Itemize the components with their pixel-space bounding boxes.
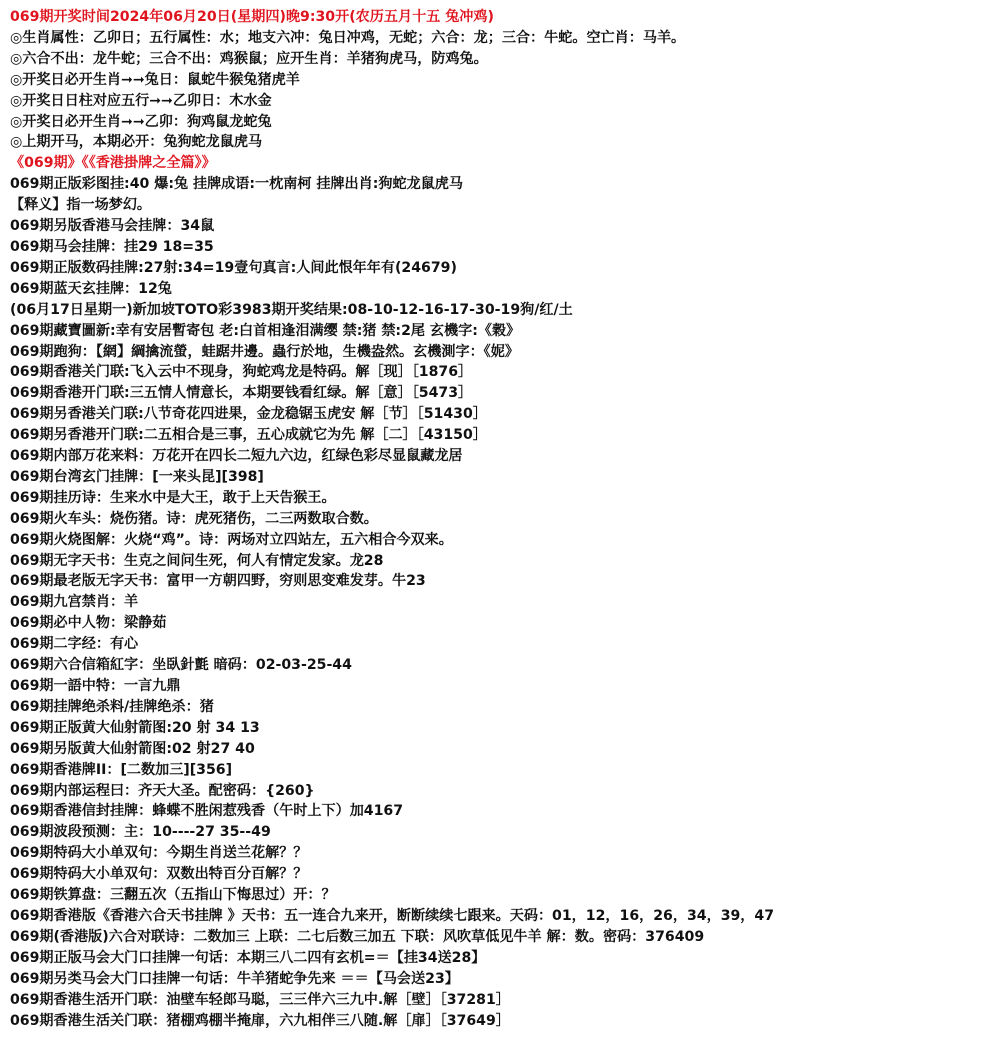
document-text-line: ◎开奖日日柱对应五行➞➞乙卯日：木水金 [10,92,272,109]
document-text-line: ◎开奖日必开生肖➞➞兔日：鼠蛇牛猴兔猪虎羊 [10,71,300,88]
document-text-line: 069期无字天书：生克之间问生死，何人有情定发家。龙28 [10,552,384,569]
document-text-line: 069期最老版无字天书：富甲一方朝四野，穷则思变难发芽。牛23 [10,573,426,590]
document-text-line: 069期台湾玄门挂牌：[一来头昆][398] [10,468,264,485]
document-text-line: 069期香港生活关门联：猪棚鸡棚半掩扉，六九相伴三八随.解［扉］［37649］ [10,1012,510,1029]
document-heading-line: 《069期》《《香港掛牌之全篇》》 [10,155,216,172]
document-text-line: 069期必中人物：梁静茹 [10,615,167,632]
document-text-line: 069期(香港版)六合对联诗：二数加三 上联：二七后数三加五 下联：风吹草低见牛羊 解：数。密码：376409 [10,928,705,945]
document-text-line: ◎生肖属性：乙卯日；五行属性：水；地支六冲：兔日冲鸡，无蛇；六合：龙；三合：牛蛇。空亡肖：马羊。 [10,29,686,46]
document-text-line: 069期跑狗：【網】綱擒流螢，蛙踞井邊。蟲行於地，生機盎然。玄機測字：《妮》 [10,343,519,360]
document-text-line: 069期藏寶圖新:幸有安居暫寄包 老:白首相逢泪满缨 禁:猪 禁:2尾 玄機字:《穀》 [10,322,521,339]
document-text-line: 069期内部万花来料：万花开在四长二短九六边，红绿色彩尽显鼠藏龙居 [10,448,463,465]
document-text-line: 069期正版彩图挂:40 爆:兔 挂牌成语:一枕南柯 挂牌出肖:狗蛇龙鼠虎马 [10,176,464,193]
document-text-line: 069期火烧图解：火烧“鸡”。诗：两场对立四站左，五六相合今双来。 [10,531,453,548]
document-text-line: 069期挂牌绝杀料/挂牌绝杀：猪 [10,698,214,715]
document-text-line: 069期内部运程曰：齐天大圣。配密码：{260} [10,782,315,799]
document-text-line: 069期特码大小单双句：双数出特百分百解？？ [10,866,308,883]
document-text-line: 【释义】指一场梦幻。 [10,197,152,214]
document-text-line: 069期火车头：烧伤猪。诗：虎死猪伤，二三两数取合数。 [10,510,378,527]
document-text-line: 069期蓝天玄挂牌：12兔 [10,280,172,297]
document-text-line: 069期九宫禁肖：羊 [10,594,139,611]
document-text-line: 069期二字经：有心 [10,636,139,653]
document-text-line: 069期另类马会大门口挂牌一句话：牛羊猪蛇争先来 ＝＝【马会送23】 [10,970,459,987]
document-text-line: 069期另香港开门联:二五相合是三事，五心成就它为先 解［二］［43150］ [10,427,487,444]
document-text-line: 069期特码大小单双句：今期生肖送兰花解？？ [10,845,308,862]
document-text-line: 069期另版香港马会挂牌：34鼠 [10,218,215,235]
document-text-line: 069期另香港关门联:八节奇花四进果，金龙稳锯玉虎安 解［节］［51430］ [10,406,487,423]
document-text-line: 069期铁算盘：三翻五次（五指山下悔思过）开：？ [10,887,336,904]
document-text-line: 069期正版马会大门口挂牌一句话：本期三八二四有玄机=＝【挂34送28】 [10,949,486,966]
document-text-line: 069期正版黄大仙射箭图:20 射 34 13 [10,719,260,736]
document-text-line: 069期香港开门联:三五情人情意长，本期要钱看红绿。解［意］［5473］ [10,385,473,402]
document-text-line: 069期正版数码挂牌:27射:34=19壹句真言:人间此恨年年有(24679) [10,259,457,276]
document-text-line: ◎上期开马，本期必开：兔狗蛇龙鼠虎马 [10,134,263,151]
document-text-line: 069期挂历诗：生来水中是大王，敢于上天告猴王。 [10,489,336,506]
document-text-line: (06月17日星期一)新加坡TOTO彩3983期开奖结果:08-10-12-16-17-30-19狗/红/土 [10,301,573,318]
document-text-line: ◎开奖日必开生肖➞➞乙卯：狗鸡鼠龙蛇兔 [10,113,272,130]
document-text-line: 069期香港牌II：[二数加三][356] [10,761,233,778]
document-text-line: 069期一語中特：一言九鼎 [10,678,181,694]
document-text-line: 069期马会挂牌：挂29 18=35 [10,238,214,255]
document-text-line: 069期香港关门联:飞入云中不现身，狗蛇鸡龙是特码。解［现］［1876］ [10,364,473,381]
document-text-line: 069期香港生活开门联：油壁车轻郎马聪，三三伴六三九中.解［壁］［37281］ [10,991,510,1008]
document-text-line: 069期香港信封挂牌：蜂蝶不胜闲惹残香（午时上下）加4167 [10,803,404,820]
document-text-line: ◎六合不出：龙牛蛇；三合不出：鸡猴鼠；应开生肖：羊猪狗虎马，防鸡兔。 [10,50,488,67]
document-heading-line: 069期开奖时间2024年06月20日(星期四)晚9:30开(农历五月十五 兔冲鸡) [10,9,494,25]
document-text-line: 069期波段预测：主：10----27 35--49 [10,824,271,841]
document-text-line: 069期香港版《香港六合天书挂牌 》天书：五一连合九来开，断断续续七跟来。天码：01，12，16，26，34，39，47 [10,907,775,924]
document-text-line: 069期六合信箱紅字：坐臥針氈 暗码：02-03-25-44 [10,657,352,674]
document-text-line: 069期另版黄大仙射箭图:02 射27 40 [10,740,255,757]
